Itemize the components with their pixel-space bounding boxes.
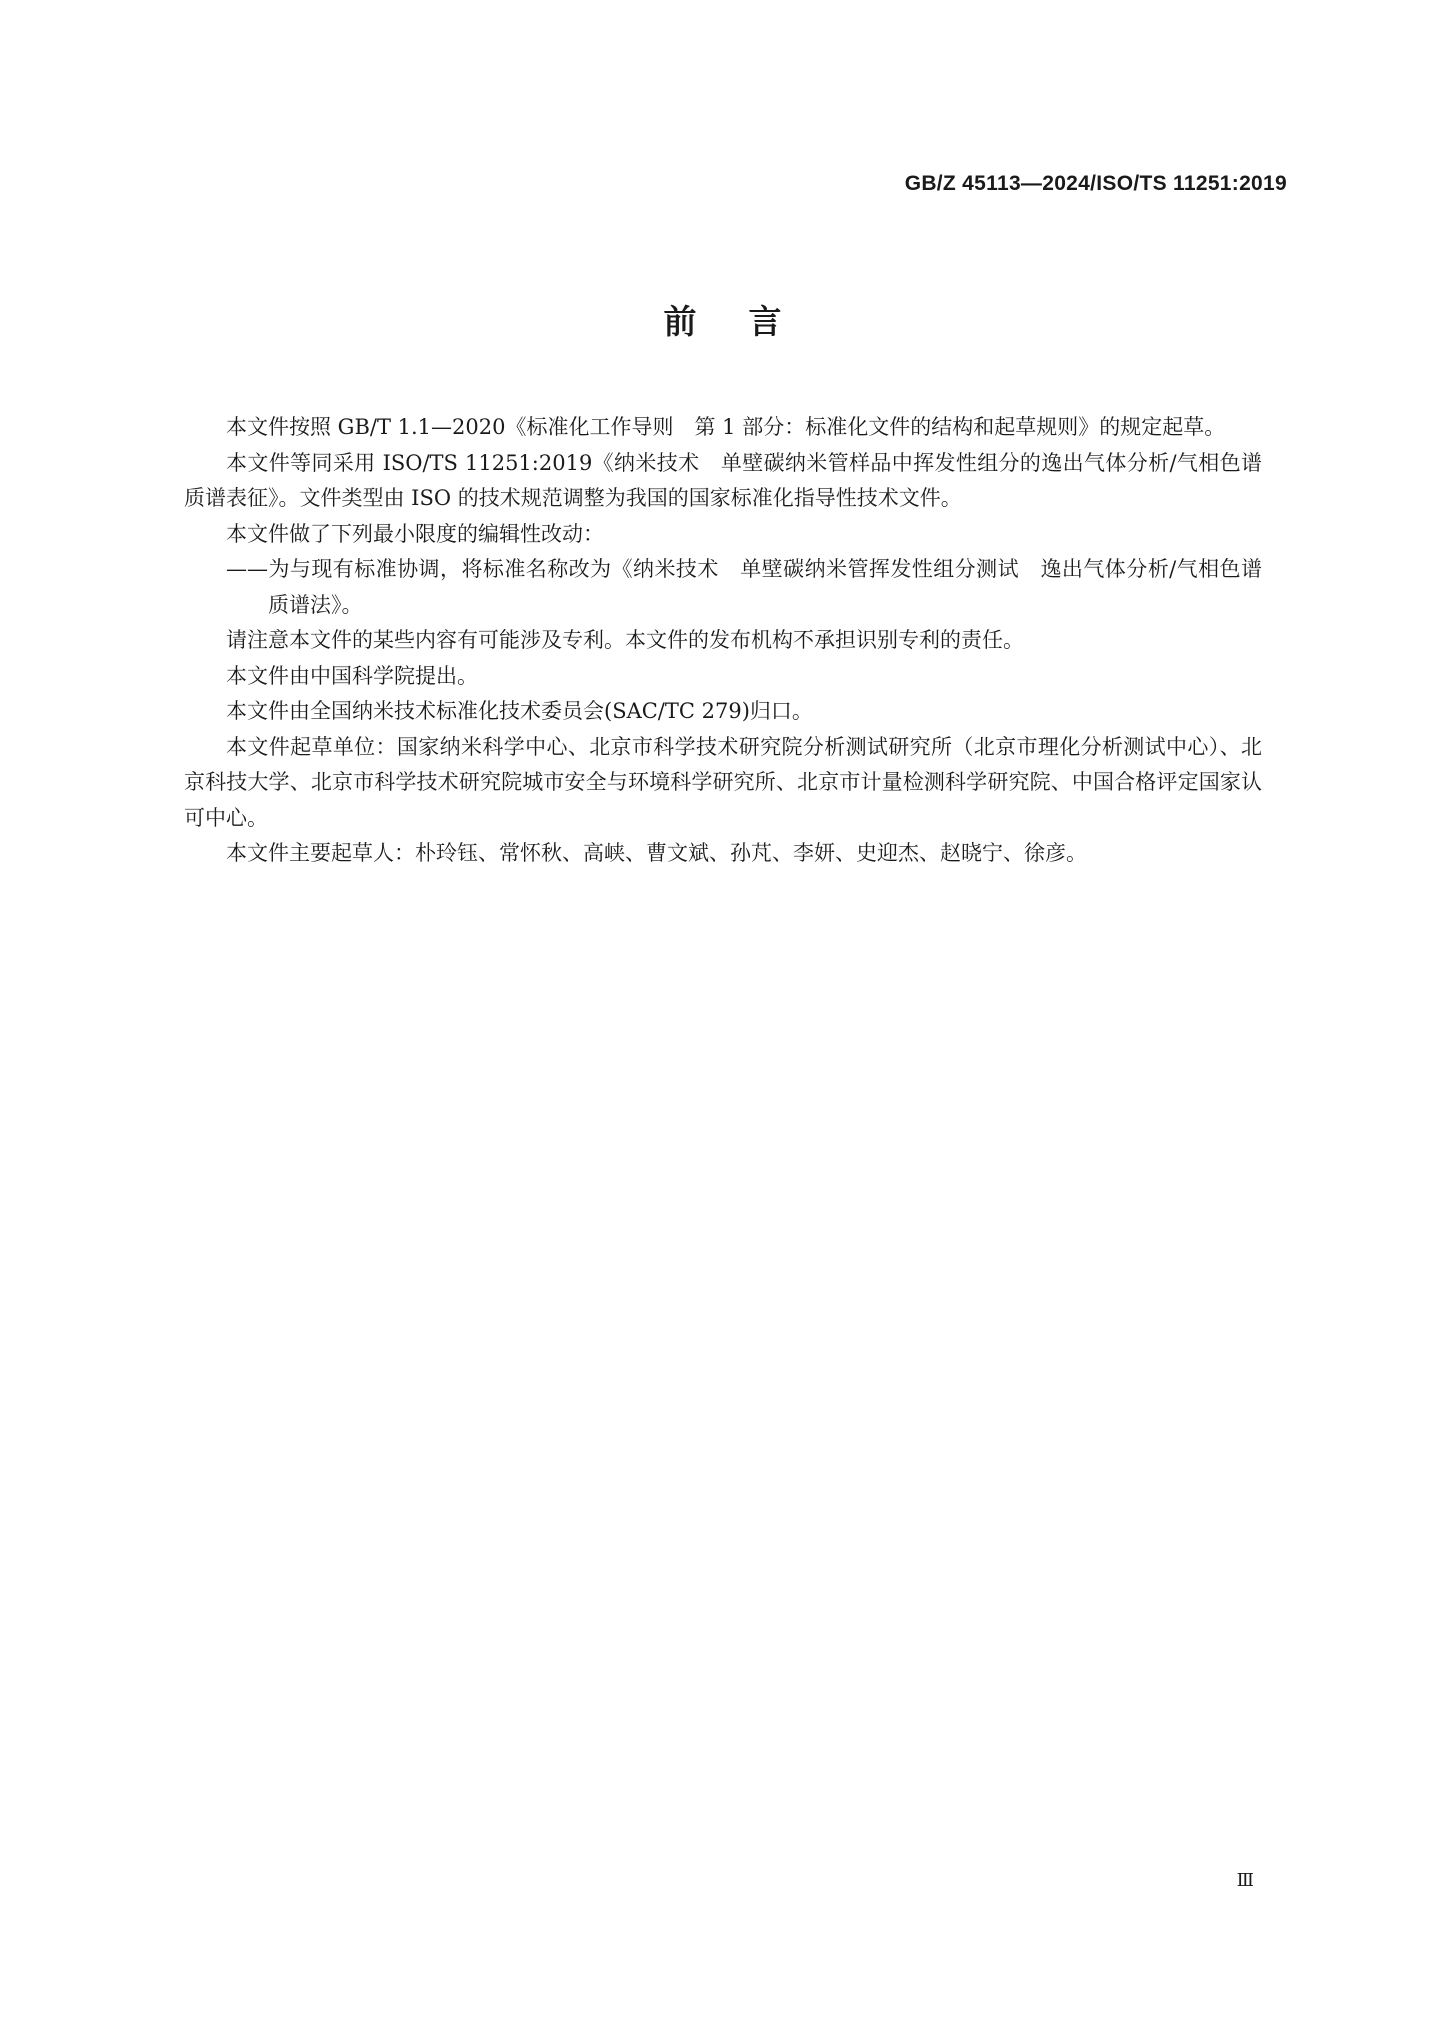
standard-number-header: GB/Z 45113—2024/ISO/TS 11251:2019 [904,172,1287,195]
paragraph-editorial-changes: 本文件做了下列最小限度的编辑性改动： [226,521,604,546]
paragraph-drafting-rules: 本文件按照 GB/T 1.1—2020《标准化工作导则 第 1 部分：标准化文件的结构和起草规则》的规定起草。 [226,415,1226,439]
paragraph-adoption: 本文件等同采用 ISO/TS 11251:2019《纳米技术 单壁碳纳米管样品中挥发性组分的逸出气体分析/气相色谱质谱表征》。文件类型由 ISO 的技术规范调整为我国的国家标准化指导性技术文件。 [184,450,1262,510]
paragraph-drafters: 本文件主要起草人：朴玲钰、常怀秋、高峡、曹文斌、孙芃、李妍、史迎杰、赵晓宁、徐彦。 [226,841,1087,865]
paragraph-drafting-units: 本文件起草单位：国家纳米科学中心、北京市科学技术研究院分析测试研究所（北京市理化分析测试中心）、北京科技大学、北京市科学技术研究院城市安全与环境科学研究所、北京市计量检测科学研究院、中国合格评定国家认可中心。 [184,734,1262,830]
paragraph-committee: 本文件由全国纳米技术标准化技术委员会(SAC/TC 279)归口。 [226,699,813,723]
page-number: Ⅲ [1236,1870,1253,1891]
foreword-body [184,410,1262,872]
list-item-name-change: ——为与现有标准协调，将标准名称改为《纳米技术 单壁碳纳米管挥发性组分测试 逸出气体分析/气相色谱质谱法》。 [226,557,1262,617]
paragraph-patent-notice: 请注意本文件的某些内容有可能涉及专利。本文件的发布机构不承担识别专利的责任。 [226,628,1024,652]
page-title: 前言 [663,302,834,341]
paragraph-proposer: 本文件由中国科学院提出。 [226,663,478,688]
